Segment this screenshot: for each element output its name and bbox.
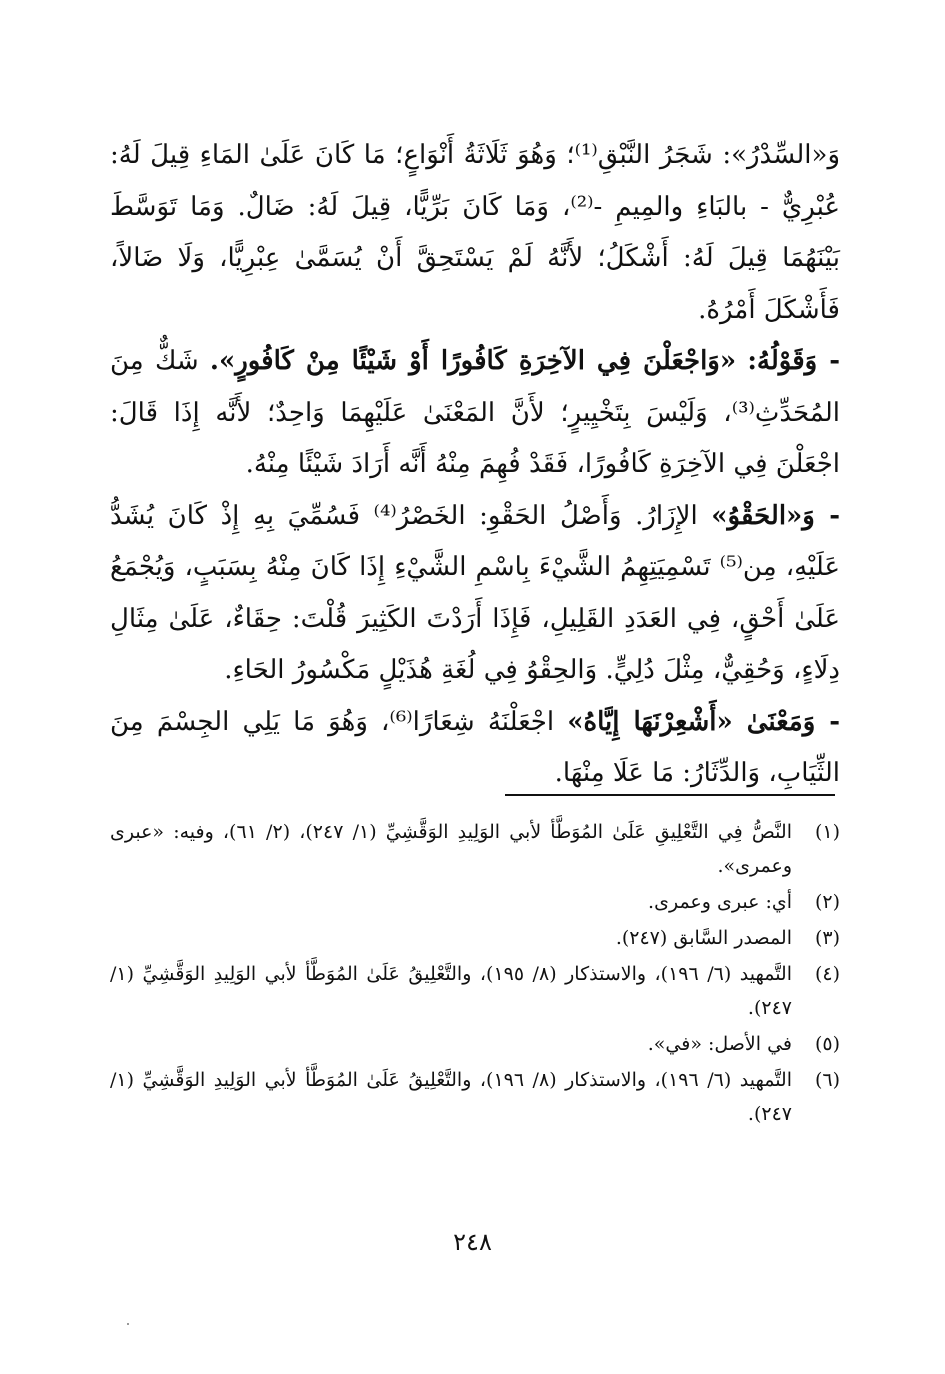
footnote-text: التَّمهيد (٦/ ١٩٦)، والاستذكار (٨/ ١٩٦)، والتَّعْلِيقُ عَلَىٰ المُوَطَّأ لأبي الوَلِيدِ الوَقَّشِيِّ (١/ ٢٤٧). <box>110 1069 792 1125</box>
paragraph-text: اجْعَلْنَهُ شِعَارًا⁽⁶⁾، وَهُوَ مَا يَلِي الجِسْمَ مِنَ الثِّيَابِ، وَالدِّثَارُ: مَا عَلَا مِنْهَا. <box>110 706 840 788</box>
footnotes <box>110 815 840 1133</box>
footnote-number: (٤) <box>814 963 840 985</box>
footnote-5 <box>110 1027 840 1061</box>
paragraph-text: وَ«السِّدْرُ»: شَجَرُ النَّبْقِ⁽¹⁾؛ وَهُوَ ثَلَاثَةُ أَنْوَاعٍ؛ مَا كَانَ عَلَىٰ المَاءِ قِيلَ لَهُ: عُبْرِيٌّ - بالبَاءِ والمِيمِ -⁽²⁾، وَمَا كَانَ بَرِّيًّا، قِيلَ لَهُ: ضَالٌ. وَمَا تَوَسَّطَ بَيْنَهُمَا قِيلَ لَهُ: أَشْكَلُ؛ لأَنَّهُ لَمْ يَسْتَحِقَّ أَنْ يُسَمَّىٰ عِبْرِيًّا، وَلَا ضَالاً، فَأَشْكَلَ أَمْرُهُ. <box>110 140 840 325</box>
footnote-2 <box>110 885 840 919</box>
footnote-4 <box>110 957 840 1025</box>
paragraph-sidr <box>110 130 840 336</box>
footnote-text: أي: عبرى وعمرى. <box>648 891 792 913</box>
footnote-number: (٣) <box>814 927 840 949</box>
paragraph-haqw <box>110 491 840 697</box>
paragraph-text: شَكٌّ مِنَ المُحَدِّثِ⁽³⁾، وَلَيْسَ بِتَخْيِيرٍ؛ لأَنَّ المَعْنَىٰ عَلَيْهِمَا وَاحِدٌ؛ لأَنَّه إِذَا قَالَ: اجْعَلْنَ فِي الآخِرَةِ كَافُورًا، فَقَدْ فُهِمَ مِنْهُ أَنَّه أَرَادَ شَيْئًا مِنْهُ. <box>110 346 840 479</box>
paragraph-lead: - وَ«الحَقْوُ» <box>711 500 840 531</box>
footnote-text: المصدر السَّابق (٢٤٧). <box>615 927 792 949</box>
footnote-divider <box>505 794 835 796</box>
footnote-3 <box>110 921 840 955</box>
paragraph-lead: - وَقَوْلُهُ: <box>747 346 841 376</box>
footnote-number: (٥) <box>814 1033 840 1055</box>
footnote-text: التَّمهيد (٦/ ١٩٦)، والاستذكار (٨/ ١٩٥)، والتَّعْلِيقُ عَلَىٰ المُوَطَّأ لأبي الوَلِيدِ الوَقَّشِيِّ (١/ ٢٤٧). <box>110 963 792 1019</box>
paragraph-text: الإِزَارُ. وَأَصْلُ الحَقْوِ: الخَصْرُ⁽⁴⁾ فَسُمِّيَ بِهِ إِذْ كَانَ يُشَدُّ عَلَيْهِ، مِن⁽⁵⁾ تَسْمِيَتِهِمُ الشَّيْءَ بِاسْمِ الشَّيْءِ إِذَا كَانَ مِنْهُ بِسَبَبٍ، وَيُجْمَعُ عَلَىٰ أَحْقٍ، فِي العَدَدِ القَلِيلِ، فَإِذَا أَرَدْتَ الكَثِيرَ قُلْتَ: حِقَاءٌ، عَلَىٰ مِثَالِ دِلَاءٍ، وَحُقِيٌّ، مِثْلَ دُلِيٍّ. وَالحِقْوُ فِي لُغَةِ هُذَيْلٍ مَكْسُورُ الحَاءِ. <box>110 500 841 685</box>
footnote-text: النَّصُّ فِي التَّعْلِيقِ عَلَىٰ المُوَطَّأ لأبي الوَلِيدِ الوَقَّشِيِّ (١/ ٢٤٧)، (٢/ ٦١)، وفيه: «عبرى وعمرى». <box>110 821 792 877</box>
paragraph-lead: - وَمَعْنَىٰ «أَشْعِرْنَهَا إِيَّاهُ» <box>567 706 841 737</box>
paragraph-kafur <box>110 336 840 491</box>
scan-speck <box>127 1323 129 1325</box>
page-number: ٢٤٨ <box>453 1228 492 1256</box>
paragraph-ashirnaha <box>110 697 840 800</box>
footnote-number: (١) <box>814 821 840 843</box>
paragraph-quote: «وَاجْعَلْنَ فِي الآخِرَةِ كَافُورًا أَوْ شَيْئًا مِنْ كَافُورٍ». <box>209 346 737 376</box>
main-text <box>110 130 840 800</box>
footnote-number: (٢) <box>814 891 840 913</box>
footnote-1 <box>110 815 840 883</box>
footnote-text: في الأصل: «في». <box>647 1033 792 1055</box>
footnote-6 <box>110 1063 840 1131</box>
footnote-number: (٦) <box>814 1069 840 1091</box>
